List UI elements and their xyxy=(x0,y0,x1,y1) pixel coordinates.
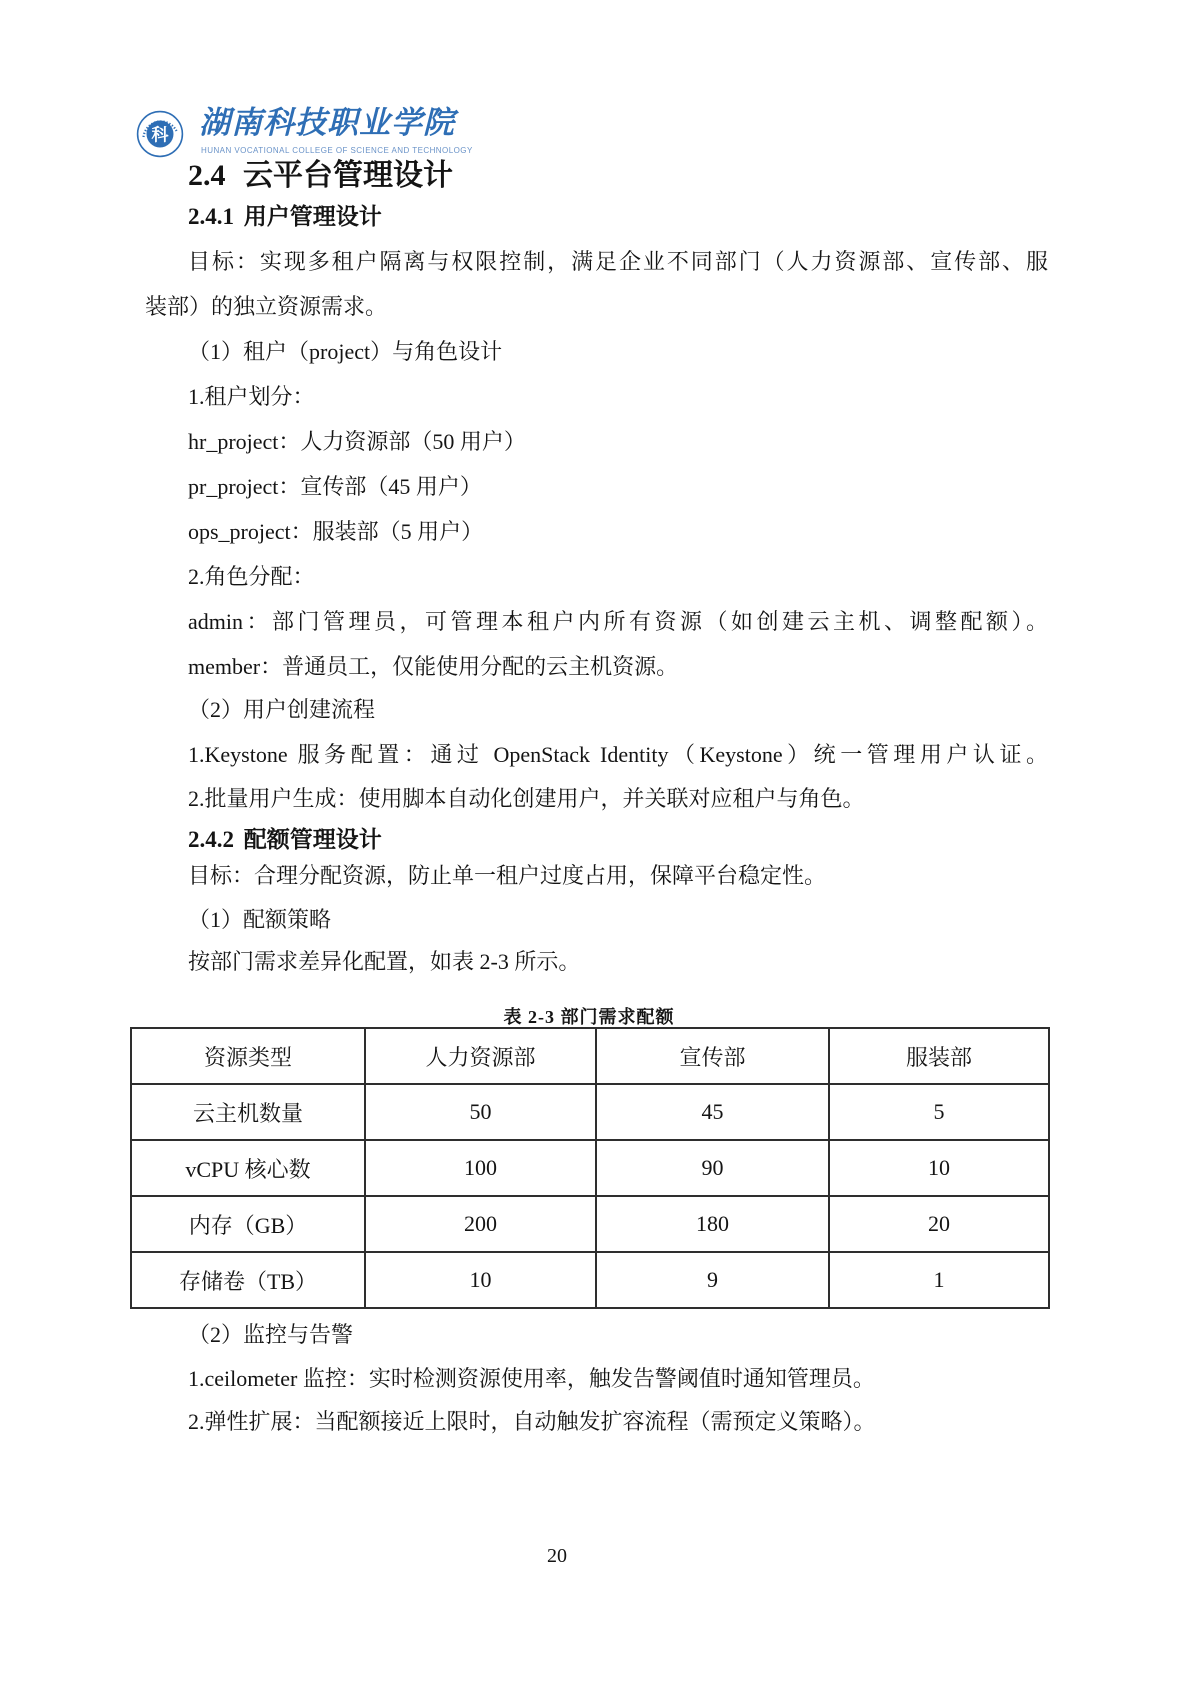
svg-text:科: 科 xyxy=(151,125,169,145)
paragraph-line: （2）监控与告警 xyxy=(188,1322,354,1347)
table-header-cell: 人力资源部 xyxy=(365,1028,596,1084)
table-header-row xyxy=(131,1028,1049,1084)
table-cell: 内存（GB） xyxy=(131,1196,365,1252)
table-cell: 5 xyxy=(829,1084,1049,1140)
paragraph-line: 装部）的独立资源需求。 xyxy=(145,294,388,319)
paragraph-line: 按部门需求差异化配置，如表 2-3 所示。 xyxy=(188,949,581,974)
paragraph-line: 2.批量用户生成：使用脚本自动化创建用户，并关联对应租户与角色。 xyxy=(188,786,865,811)
paragraph-line: pr_project：宣传部（45 用户） xyxy=(188,474,482,499)
table-cell: 200 xyxy=(365,1196,596,1252)
table-header-cell: 服装部 xyxy=(829,1028,1049,1084)
paragraph-line: （1）配额策略 xyxy=(188,907,332,932)
table-row xyxy=(131,1140,1049,1196)
table-cell: 50 xyxy=(365,1084,596,1140)
section-heading: 2.4 云平台管理设计 xyxy=(188,159,453,192)
paragraph-line: ops_project：服装部（5 用户） xyxy=(188,519,484,544)
subsection-heading-user: 2.4.1 用户管理设计 xyxy=(188,204,382,229)
paragraph-line: 1.租户划分： xyxy=(188,384,315,409)
table-cell: 90 xyxy=(596,1140,829,1196)
quota-table xyxy=(130,1027,1050,1309)
table-row xyxy=(131,1252,1049,1308)
table-cell: 云主机数量 xyxy=(131,1084,365,1140)
table-header-cell: 资源类型 xyxy=(131,1028,365,1084)
paragraph-line: 2.弹性扩展：当配额接近上限时，自动触发扩容流程（需预定义策略）。 xyxy=(188,1409,876,1434)
table-cell: 45 xyxy=(596,1084,829,1140)
table-cell: vCPU 核心数 xyxy=(131,1140,365,1196)
table-cell: 10 xyxy=(829,1140,1049,1196)
paragraph-line: 1.Keystone 服务配置：通过 OpenStack Identity（Keystone）统一管理用户认证。 xyxy=(188,742,1048,767)
college-name-zh: 湖南科技职业学院 xyxy=(199,105,455,140)
table-row xyxy=(131,1084,1049,1140)
paragraph-line: member：普通员工，仅能使用分配的云主机资源。 xyxy=(188,654,679,679)
paragraph-line: （2）用户创建流程 xyxy=(188,697,376,722)
college-name-en: HUNAN VOCATIONAL COLLEGE OF SCIENCE AND TECHNOLOGY xyxy=(201,146,473,155)
paragraph-line: admin：部门管理员，可管理本租户内所有资源（如创建云主机、调整配额）。 xyxy=(188,609,1048,634)
table-cell: 180 xyxy=(596,1196,829,1252)
subsection-heading-quota: 2.4.2 配额管理设计 xyxy=(188,827,382,852)
table-cell: 1 xyxy=(829,1252,1049,1308)
table-caption: 表 2-3 部门需求配额 xyxy=(503,1007,675,1027)
table-cell: 10 xyxy=(365,1252,596,1308)
page-number: 20 xyxy=(547,1545,567,1567)
paragraph-line: 2.角色分配： xyxy=(188,564,315,589)
paragraph-line: 目标：实现多租户隔离与权限控制，满足企业不同部门（人力资源部、宣传部、服 xyxy=(188,249,1048,274)
paragraph-line: 目标：合理分配资源，防止单一租户过度占用，保障平台稳定性。 xyxy=(188,863,827,888)
table-row xyxy=(131,1196,1049,1252)
paragraph-line: 1.ceilometer 监控：实时检测资源使用率，触发告警阈值时通知管理员。 xyxy=(188,1366,875,1391)
table-header-cell: 宣传部 xyxy=(596,1028,829,1084)
paragraph-line: hr_project：人力资源部（50 用户） xyxy=(188,429,526,454)
table-cell: 存储卷（TB） xyxy=(131,1252,365,1308)
college-emblem-icon xyxy=(136,110,184,158)
paragraph-line: （1）租户（project）与角色设计 xyxy=(188,339,503,364)
table-cell: 100 xyxy=(365,1140,596,1196)
table-cell: 20 xyxy=(829,1196,1049,1252)
table-cell: 9 xyxy=(596,1252,829,1308)
